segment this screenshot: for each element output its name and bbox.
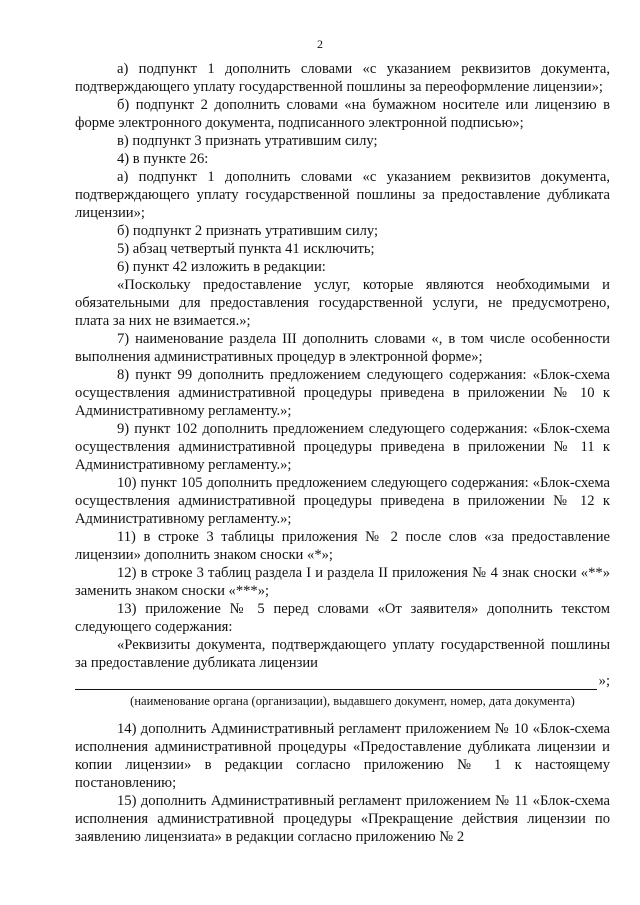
paragraph: а) подпункт 1 дополнить словами «с указанием реквизитов документа, подтверждающего уплату государственной пошлины за предоставление дубликата лицензии»; (75, 169, 610, 221)
paragraph: «Поскольку предоставление услуг, которые являются необходимыми и обязательными для предоставления государственной услуги, не предусмотрено, плата за них не взимается.»; (75, 277, 610, 329)
paragraph: б) подпункт 2 признать утратившим силу; (117, 223, 379, 239)
paragraph: 12) в строке 3 таблиц раздела I и раздела II приложения № 4 знак сноски «**» заменить знаком сноски «***»; (75, 565, 610, 599)
paragraph: в) подпункт 3 признать утратившим силу; (117, 133, 378, 149)
paragraph: б) подпункт 2 дополнить словами «на бумажном носителе или лицензию в форме электронного документа, подписанного электронной подписью»; (75, 97, 610, 131)
paragraph: 9) пункт 102 дополнить предложением следующего содержания: «Блок-схема осуществления административной процедуры приведена в приложении № 11 к Административному регламенту.»; (75, 421, 610, 473)
paragraph: 10) пункт 105 дополнить предложением следующего содержания: «Блок-схема осуществления административной процедуры приведена в приложении № 12 к Административному регламенту.»; (75, 475, 610, 527)
fill-in-line (75, 672, 610, 690)
blank-underline (75, 675, 597, 690)
paragraph: 14) дополнить Административный регламент приложением № 10 «Блок-схема исполнения административной процедуры «Предоставление дубликата лицензии и копии лицензии» в редакции согласно приложению № 1 к настоящему постановлению; (75, 721, 610, 791)
paragraph: «Реквизиты документа, подтверждающего уплату государственной пошлины за предоставление дубликата лицензии (75, 637, 610, 671)
paragraph: 13) приложение № 5 перед словами «От заявителя» дополнить текстом следующего содержания: (75, 601, 610, 635)
paragraph: 4) в пункте 26: (117, 151, 209, 167)
paragraph: 11) в строке 3 таблицы приложения № 2 после слов «за предоставление лицензии» дополнить знаком сноски «*»; (75, 529, 610, 563)
page-number: 2 (317, 37, 323, 51)
paragraph: а) подпункт 1 дополнить словами «с указанием реквизитов документа, подтверждающего уплату государственной пошлины за переоформление лицензии»; (75, 61, 610, 95)
paragraph: 8) пункт 99 дополнить предложением следующего содержания: «Блок-схема осуществления административной процедуры приведена в приложении № 10 к Административному регламенту.»; (75, 367, 610, 419)
paragraph: 7) наименование раздела III дополнить словами «, в том числе особенности выполнения административных процедур в электронной форме»; (75, 331, 610, 365)
document-body (75, 60, 610, 846)
paragraph: 15) дополнить Административный регламент приложением № 11 «Блок-схема исполнения административной процедуры «Прекращение действия лицензии по заявлению лицензиата» в редакции согласно приложению № 2 (75, 793, 610, 845)
paragraph: 6) пункт 42 изложить в редакции: (117, 259, 326, 275)
field-caption: (наименование органа (организации), выдавшего документ, номер, дата документа) (130, 694, 575, 708)
fill-line-end: »; (598, 673, 610, 689)
paragraph: 5) абзац четвертый пункта 41 исключить; (117, 241, 375, 257)
